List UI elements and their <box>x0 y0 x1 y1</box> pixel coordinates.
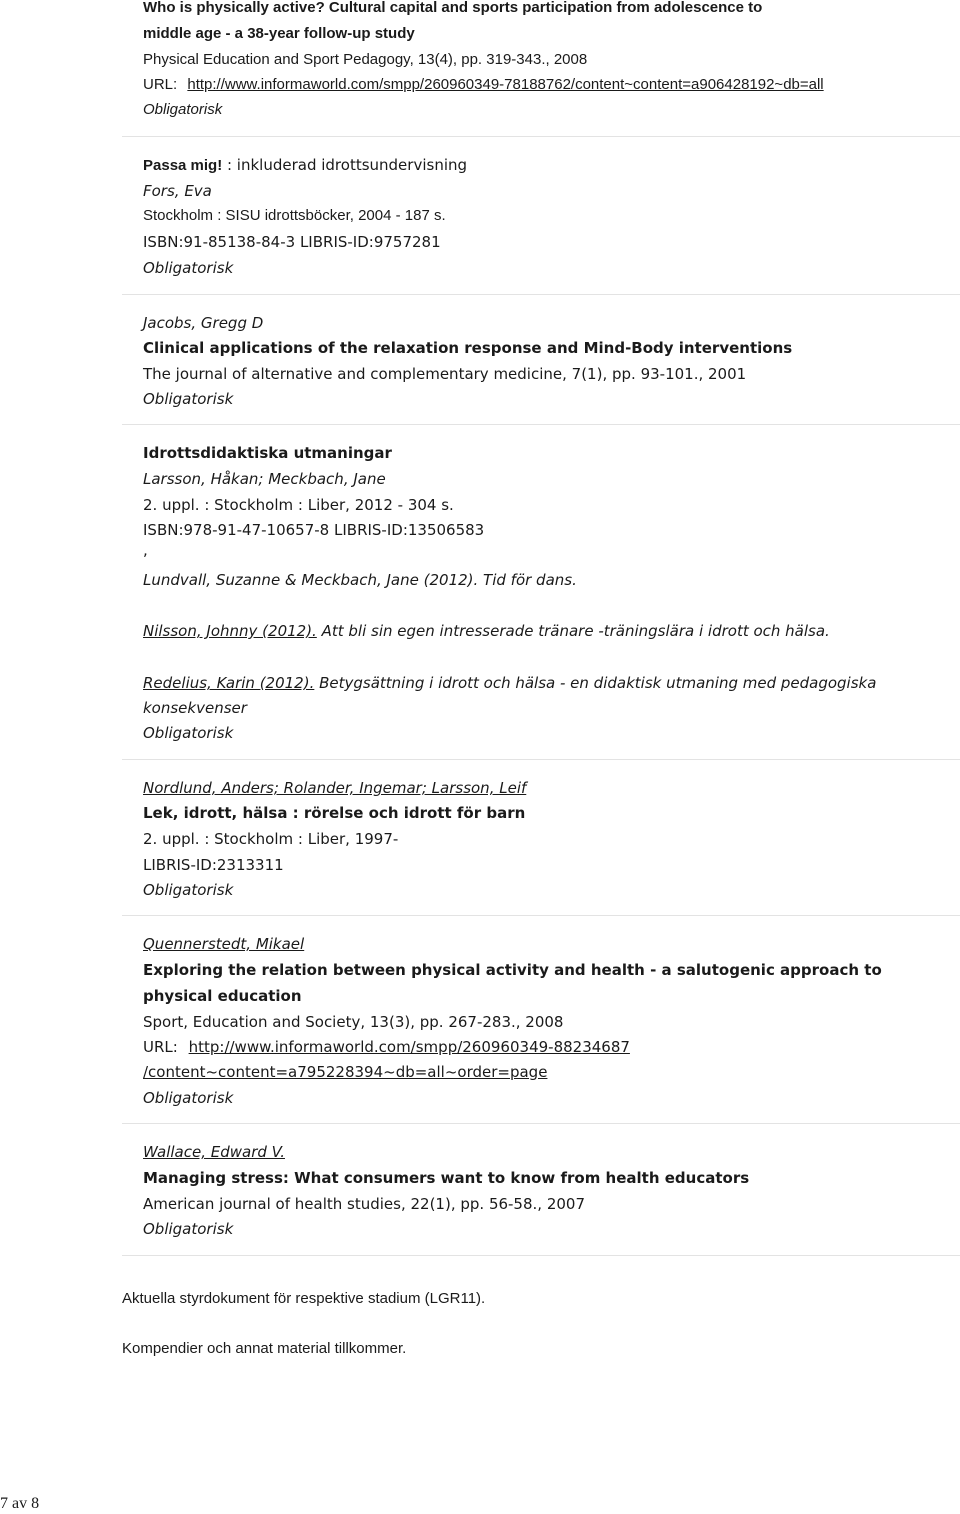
footer-note-material: Kompendier och annat material tillkommer. <box>122 1340 407 1357</box>
note-author: Redelius, Karin (2012). <box>143 674 315 692</box>
entry-url-row <box>143 75 824 95</box>
entry-note-1: Lundvall, Suzanne & Meckbach, Jane (2012). Tid för dans. <box>143 571 577 589</box>
separator <box>122 915 960 916</box>
status-label: Obligatorisk <box>143 1089 234 1107</box>
footer-note-curriculum: Aktuella styrdokument för respektive stadium (LGR11). <box>122 1290 486 1307</box>
entry-url-link[interactable]: http://www.informaworld.com/smpp/260960349-88234687 <box>188 1038 630 1056</box>
entry-author: Quennerstedt, Mikael <box>143 935 305 953</box>
page-number: 7 av 8 <box>0 1495 40 1512</box>
entry-title: Who is physically active? Cultural capital and sports participation from adolescence to <box>143 0 763 16</box>
entry-title: Managing stress: What consumers want to know from health educators <box>143 1169 750 1187</box>
status-label: Obligatorisk <box>143 1220 234 1238</box>
entry-url-link[interactable]: http://www.informaworld.com/smpp/260960349-78188762/content~content=a906428192~db=all <box>187 76 824 93</box>
entry-ids: ISBN:91-85138-84-3 LIBRIS-ID:9757281 <box>143 233 441 251</box>
entry-source: American journal of health studies, 22(1), pp. 56-58., 2007 <box>143 1195 586 1213</box>
entry-url-row <box>143 1037 630 1057</box>
entry-ids: ISBN:978-91-47-10657-8 LIBRIS-ID:13506583 <box>143 521 485 539</box>
separator <box>122 294 960 295</box>
entry-comma: , <box>143 541 148 559</box>
separator <box>122 424 960 425</box>
entry-note-3 <box>143 673 876 693</box>
entry-authors: Nordlund, Anders; Rolander, Ingemar; Larsson, Leif <box>143 779 527 797</box>
note-title: Betygsättning i idrott och hälsa - en didaktisk utmaning med pedagogiska <box>314 674 877 692</box>
separator <box>122 136 960 137</box>
entry-note-3-cont: konsekvenser <box>143 699 247 717</box>
status-label: Obligatorisk <box>143 390 234 408</box>
entry-source: Sport, Education and Society, 13(3), pp. 267-283., 2008 <box>143 1013 564 1031</box>
entry-source: The journal of alternative and complementary medicine, 7(1), pp. 93-101., 2001 <box>143 365 747 383</box>
status-label: Obligatorisk <box>143 724 234 742</box>
entry-publisher: 2. uppl. : Stockholm : Liber, 1997- <box>143 830 399 848</box>
entry-author: Wallace, Edward V. <box>143 1143 285 1161</box>
status-label: Obligatorisk <box>143 101 223 118</box>
entry-authors: Larsson, Håkan; Meckbach, Jane <box>143 470 386 488</box>
entry-title-cont: middle age - a 38-year follow-up study <box>143 25 415 42</box>
status-label: Obligatorisk <box>143 259 234 277</box>
entry-author: Jacobs, Gregg D <box>143 314 264 332</box>
entry-title: Clinical applications of the relaxation response and Mind-Body interventions <box>143 339 793 357</box>
separator <box>122 1255 960 1256</box>
separator <box>122 759 960 760</box>
entry-title: Idrottsdidaktiska utmaningar <box>143 444 392 462</box>
entry-ids: LIBRIS-ID:2313311 <box>143 856 284 874</box>
entry-title-cont: physical education <box>143 987 302 1005</box>
entry-title-row <box>143 155 467 176</box>
entry-source: Physical Education and Sport Pedagogy, 13(4), pp. 319-343., 2008 <box>143 51 588 68</box>
entry-publisher: 2. uppl. : Stockholm : Liber, 2012 - 304 s. <box>143 496 454 514</box>
status-label: Obligatorisk <box>143 881 234 899</box>
url-label: URL: <box>143 76 178 93</box>
entry-author: Fors, Eva <box>143 182 212 200</box>
note-title: Att bli sin egen intresserade tränare -träningslära i idrott och hälsa. <box>316 622 830 640</box>
entry-publisher: Stockholm : SISU idrottsböcker, 2004 - 187 s. <box>143 207 446 224</box>
url-label: URL: <box>143 1038 178 1056</box>
entry-title: Exploring the relation between physical activity and health - a salutogenic approach to <box>143 961 882 979</box>
separator <box>122 1123 960 1124</box>
entry-title-rest: : inkluderad idrottsundervisning <box>222 156 468 174</box>
entry-url-link-cont[interactable]: /content~content=a795228394~db=all~order=page <box>143 1063 548 1081</box>
entry-title-bold: Passa mig! <box>143 157 223 174</box>
entry-title: Lek, idrott, hälsa : rörelse och idrott för barn <box>143 804 526 822</box>
note-author: Nilsson, Johnny (2012). <box>143 622 317 640</box>
entry-note-2 <box>143 621 830 641</box>
